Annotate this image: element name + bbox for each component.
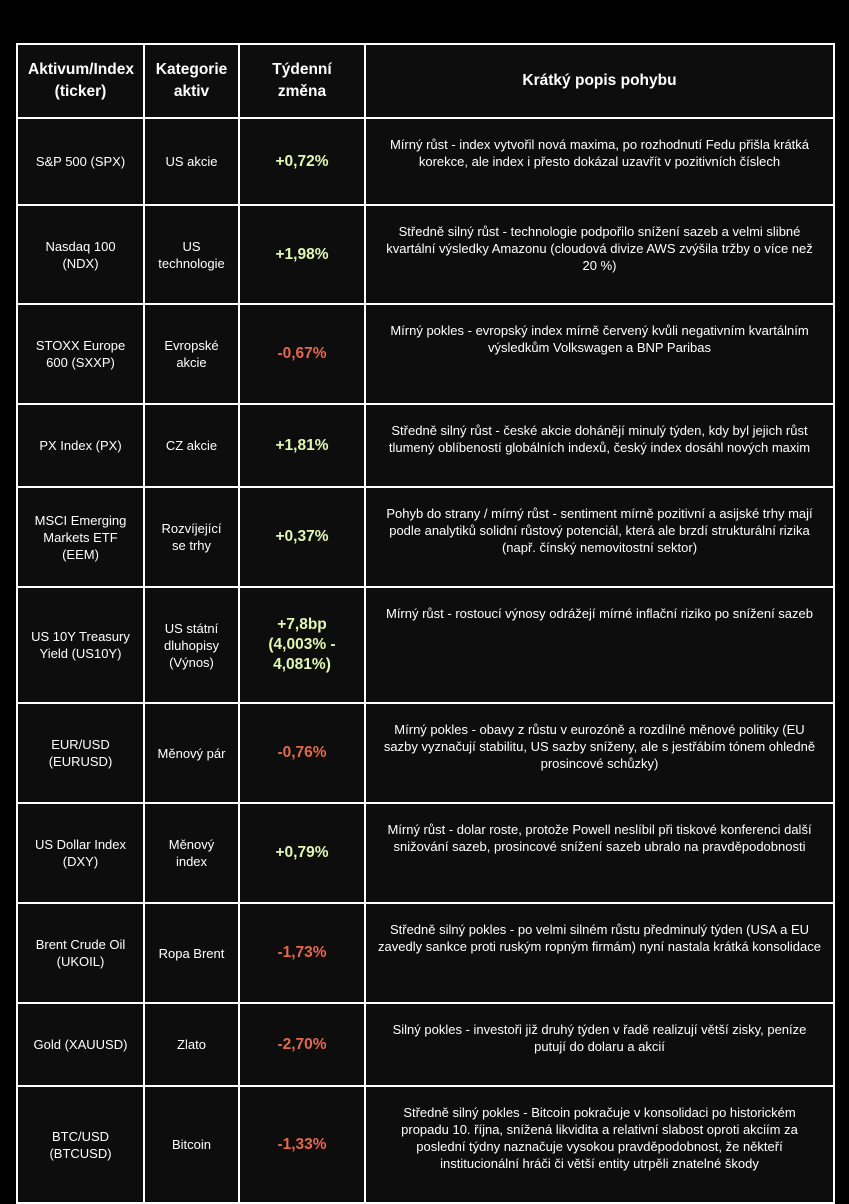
table-row bbox=[17, 803, 834, 903]
cell-asset: S&P 500 (SPX) bbox=[17, 118, 144, 205]
cell-category: US státní dluhopisy (Výnos) bbox=[144, 587, 239, 703]
cell-asset: US Dollar Index (DXY) bbox=[17, 803, 144, 903]
cell-asset: MSCI Emerging Markets ETF (EEM) bbox=[17, 487, 144, 587]
cell-description: Mírný pokles - obavy z růstu v eurozóně a rozdílné měnové politiky (EU sazby vyznačují stabilitu, US sazby sníženy, ale s jestřábím tónem ohledně prosincové schůzky) bbox=[365, 703, 834, 803]
cell-category: CZ akcie bbox=[144, 404, 239, 487]
cell-asset: US 10Y Treasury Yield (US10Y) bbox=[17, 587, 144, 703]
table-row bbox=[17, 1086, 834, 1203]
cell-weekly-change: -2,70% bbox=[239, 1003, 365, 1086]
table-row bbox=[17, 703, 834, 803]
table-row bbox=[17, 304, 834, 404]
cell-weekly-change: +0,37% bbox=[239, 487, 365, 587]
table-row bbox=[17, 205, 834, 304]
cell-category: Měnový index bbox=[144, 803, 239, 903]
cell-asset: STOXX Europe 600 (SXXP) bbox=[17, 304, 144, 404]
header-change: Týdenní změna bbox=[239, 44, 365, 118]
cell-description: Středně silný růst - české akcie dohánějí minulý týden, kdy byl jejich růst tlumený oblíbeností globálních indexů, český index dosáhl nových maxim bbox=[365, 404, 834, 487]
cell-category: Evropské akcie bbox=[144, 304, 239, 404]
cell-weekly-change: -0,76% bbox=[239, 703, 365, 803]
cell-category: US akcie bbox=[144, 118, 239, 205]
table-row bbox=[17, 404, 834, 487]
cell-category: Ropa Brent bbox=[144, 903, 239, 1003]
cell-category: Bitcoin bbox=[144, 1086, 239, 1203]
cell-asset: PX Index (PX) bbox=[17, 404, 144, 487]
cell-asset: Nasdaq 100 (NDX) bbox=[17, 205, 144, 304]
cell-weekly-change: -1,73% bbox=[239, 903, 365, 1003]
cell-description: Silný pokles - investoři již druhý týden v řadě realizují větší zisky, peníze putují do dolaru a akcií bbox=[365, 1003, 834, 1086]
cell-description: Mírný růst - dolar roste, protože Powell neslíbil při tiskové konferenci další snižování sazeb, prosincové snížení sazeb ubralo na pravděpodobnosti bbox=[365, 803, 834, 903]
market-table-container bbox=[16, 43, 833, 1204]
cell-description: Mírný pokles - evropský index mírně červený kvůli negativním kvartálním výsledkům Volkswagen a BNP Paribas bbox=[365, 304, 834, 404]
cell-asset: Brent Crude Oil (UKOIL) bbox=[17, 903, 144, 1003]
cell-weekly-change: +1,98% bbox=[239, 205, 365, 304]
header-category: Kategorie aktiv bbox=[144, 44, 239, 118]
cell-description: Středně silný růst - technologie podpořilo snížení sazeb a velmi slibné kvartální výsledky Amazonu (cloudová divize AWS zvýšila tržby o více než 20 %) bbox=[365, 205, 834, 304]
cell-description: Mírný růst - index vytvořil nová maxima, po rozhodnutí Fedu přišla krátká korekce, ale index i přesto dokázal uzavřít v pozitivních číslech bbox=[365, 118, 834, 205]
cell-category: US technologie bbox=[144, 205, 239, 304]
cell-weekly-change: +0,72% bbox=[239, 118, 365, 205]
header-row bbox=[17, 44, 834, 118]
cell-asset: BTC/USD (BTCUSD) bbox=[17, 1086, 144, 1203]
table-row bbox=[17, 587, 834, 703]
cell-weekly-change: +1,81% bbox=[239, 404, 365, 487]
table-row bbox=[17, 1003, 834, 1086]
header-asset: Aktivum/Index (ticker) bbox=[17, 44, 144, 118]
table-row bbox=[17, 487, 834, 587]
table-row bbox=[17, 118, 834, 205]
cell-weekly-change: +0,79% bbox=[239, 803, 365, 903]
cell-description: Středně silný pokles - Bitcoin pokračuje v konsolidaci po historickém propadu 10. října, snížená likvidita a relativní slabost oproti akciím za poslední týdny naznačuje vysokou pravděpodobnost, že někteří institucionální hráči či větší entity utrpěli znatelné škody bbox=[365, 1086, 834, 1203]
table-body bbox=[17, 118, 834, 1203]
cell-category: Měnový pár bbox=[144, 703, 239, 803]
cell-description: Pohyb do strany / mírný růst - sentiment mírně pozitivní a asijské trhy mají podle analytiků solidní růstový potenciál, která ale brzdí strukturální rizika (např. čínský nemovitostní sektor) bbox=[365, 487, 834, 587]
table-row bbox=[17, 903, 834, 1003]
cell-asset: EUR/USD (EURUSD) bbox=[17, 703, 144, 803]
cell-category: Rozvíjející se trhy bbox=[144, 487, 239, 587]
cell-weekly-change: +7,8bp (4,003% - 4,081%) bbox=[239, 587, 365, 703]
weekly-market-table bbox=[16, 43, 835, 1204]
header-description: Krátký popis pohybu bbox=[365, 44, 834, 118]
cell-weekly-change: -0,67% bbox=[239, 304, 365, 404]
cell-category: Zlato bbox=[144, 1003, 239, 1086]
cell-asset: Gold (XAUUSD) bbox=[17, 1003, 144, 1086]
cell-description: Mírný růst - rostoucí výnosy odrážejí mírné inflační riziko po snížení sazeb bbox=[365, 587, 834, 703]
cell-description: Středně silný pokles - po velmi silném růstu předminulý týden (USA a EU zavedly sankce proti ruským ropným firmám) nyní nastala krátká konsolidace bbox=[365, 903, 834, 1003]
cell-weekly-change: -1,33% bbox=[239, 1086, 365, 1203]
